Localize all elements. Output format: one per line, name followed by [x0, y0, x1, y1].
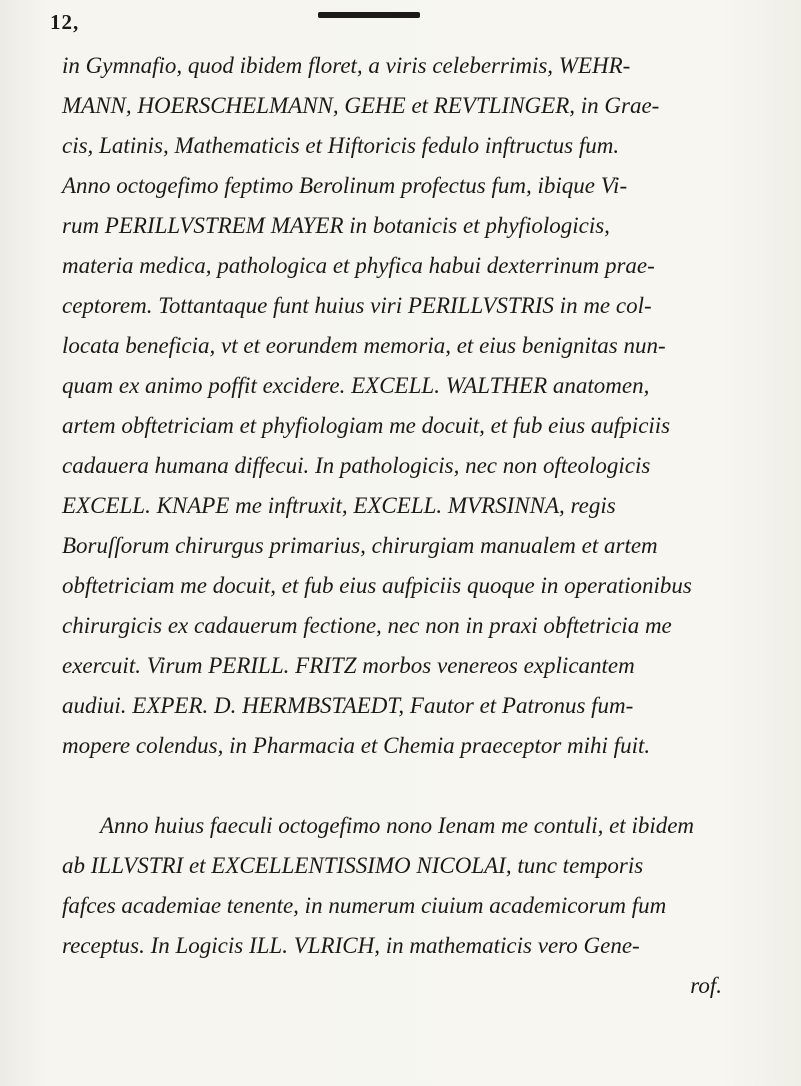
text-line: in Gymnafio, quod ibidem floret, a viris celeberrimis, WEHR- [62, 53, 631, 78]
text-line: materia medica, pathologica et phyfica habui dexterrinum praе- [62, 253, 655, 278]
text-line: Anno octogefimo feptimo Berolinum profectus fum, ibique Vi- [62, 173, 628, 198]
text-line: fafces academiae tenente, in numerum ciuium academicorum fum [62, 893, 667, 918]
page-number: 12, [50, 10, 80, 34]
text-line: obftetriciam me docuit, et fub eius aufpiciis quoque in operationibus [62, 573, 692, 598]
text-line: locata beneficia, vt et eorundem memoria, et eius benignitas nun- [62, 333, 666, 358]
text-line: MANN, HOERSCHELMANN, GEHE et REVTLINGER, in Grae- [62, 93, 660, 118]
text-line: ceptorem. Tottantaque funt huius viri PERILLVSTRIS in me col- [62, 293, 652, 318]
text-line: Anno huius faeculi octogefimo nono Ienam me contuli, et ibidem [100, 813, 695, 838]
text-line: receptus. In Logicis ILL. VLRICH, in mathematicis vero Gene- [62, 933, 640, 958]
text-line: artem obftetriciam et phyfiologiam me docuit, et fub eius aufpiciis [62, 413, 671, 438]
text-line: exercuit. Virum PERILL. FRITZ morbos venereos explicantem [62, 653, 635, 678]
text-line: EXCELL. KNAPE me inftruxit, EXCELL. MVRSINNA, regis [62, 493, 616, 518]
text-line: rum PERILLVSTREM MAYER in botanicis et phyfiologicis, [62, 213, 610, 238]
text-line: ab ILLVSTRI et EXCELLENTISSIMO NICOLAI, tunc temporis [62, 853, 644, 878]
text-line: chirurgicis ex cadauerum fectione, nec non in praxi obftetricia me [62, 613, 672, 638]
paragraph-gap [62, 766, 762, 806]
text-line: Boruſſorum chirurgus primarius, chirurgiam manualem et artem [62, 533, 658, 558]
text-line: mopere colendus, in Pharmacia et Chemia praeceptor mihi fuit. [62, 733, 651, 758]
catchword: rof. [690, 973, 722, 998]
header-ornament-rule [318, 12, 420, 18]
text-line: quam ex animo poffit excidere. EXCELL. WALTHER anatomen, [62, 373, 650, 398]
text-line: cis, Latinis, Mathematicis et Hiftoricis fedulo inftructus fum. [62, 133, 620, 158]
text-line: audiui. EXPER. D. HERMBSTAEDT, Fautor et Patronus fum- [62, 693, 634, 718]
text-line: cadauera humana diffecui. In pathologicis, nec non ofteologicis [62, 453, 651, 478]
body-text [62, 46, 762, 1006]
